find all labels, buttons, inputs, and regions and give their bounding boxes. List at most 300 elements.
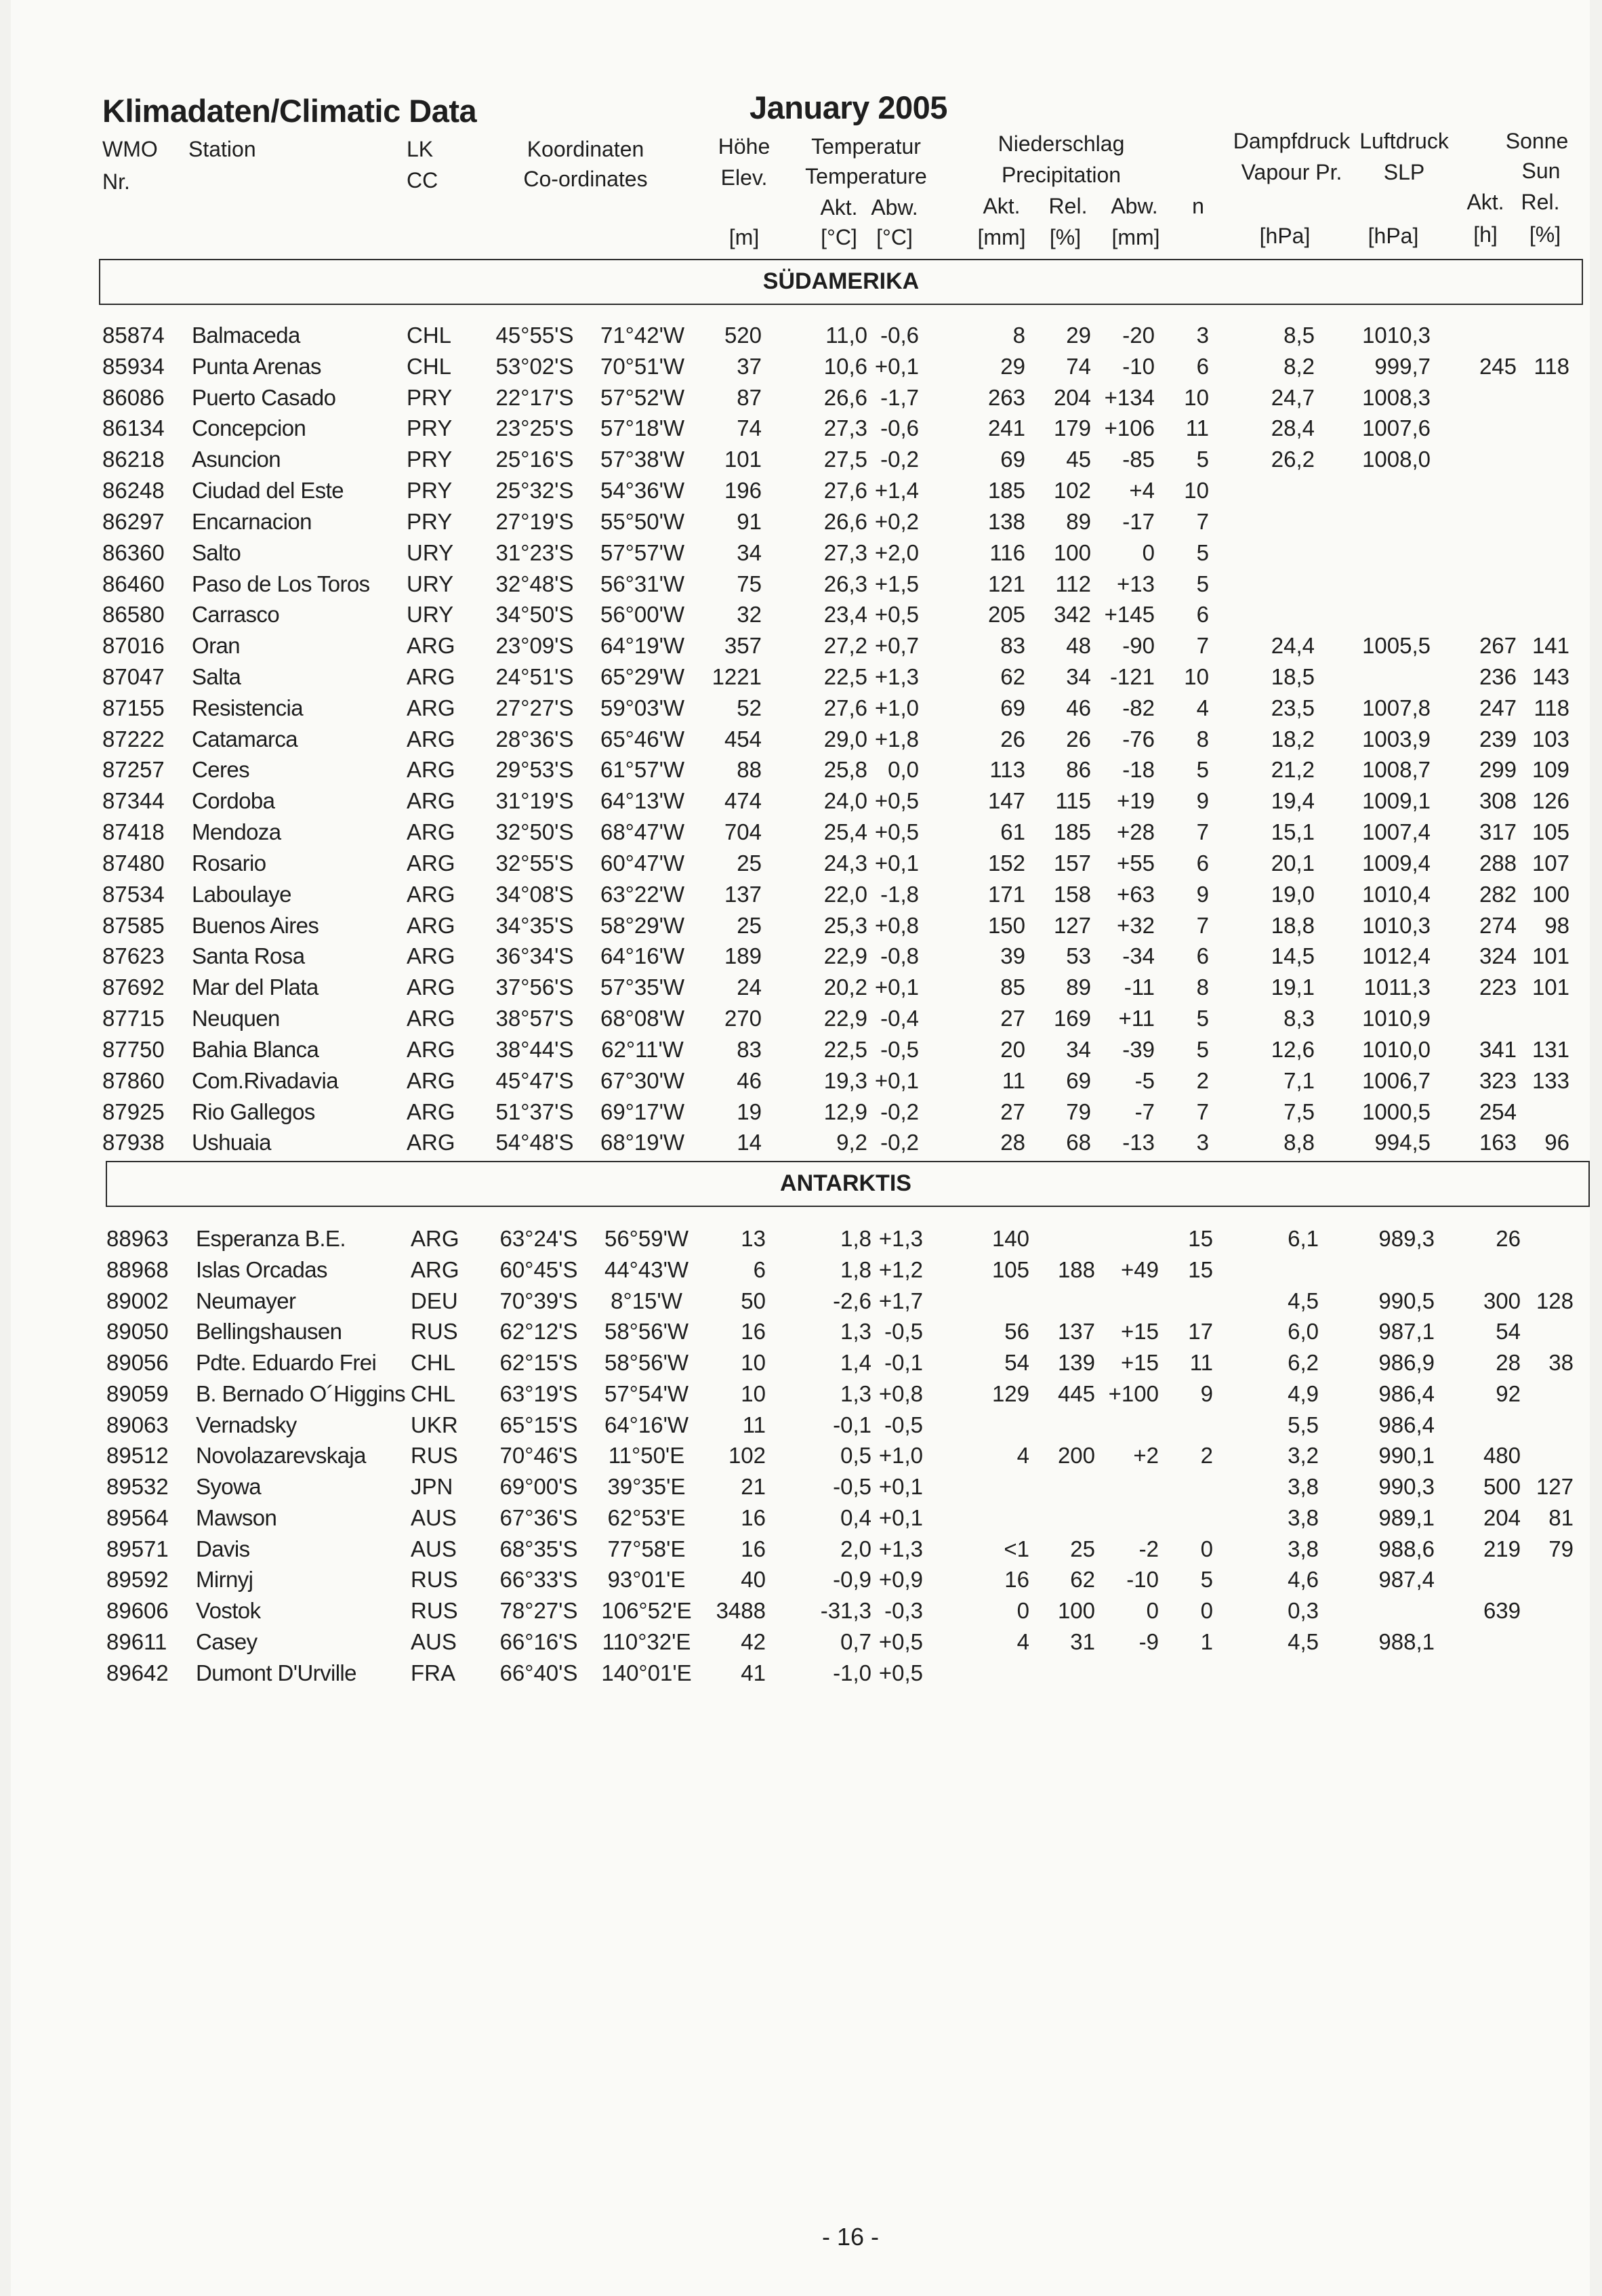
header-sonne: Sonne	[1505, 129, 1569, 153]
cell-precip-actual: 61	[1000, 819, 1025, 845]
cell-precip-days: 0	[1200, 1598, 1213, 1623]
cell-sea-level-pressure: 990,5	[1378, 1288, 1435, 1313]
page-number: - 16 -	[821, 2223, 880, 2251]
cell-precip-deviation: -85	[1122, 447, 1155, 472]
cell-precip-actual: 152	[987, 850, 1025, 876]
cell-latitude: 25°16'S	[495, 447, 574, 472]
cell-elevation: 40	[741, 1567, 766, 1593]
cell-longitude: 70°51'W	[600, 353, 685, 379]
cell-elevation: 474	[724, 788, 762, 814]
cell-latitude: 51°37'S	[495, 1099, 574, 1124]
cell-country-code: ARG	[407, 912, 455, 938]
cell-elevation: 21	[741, 1474, 766, 1499]
cell-precip-deviation: +145	[1104, 602, 1155, 628]
cell-temp-actual: 2,0	[840, 1536, 871, 1561]
cell-temp-actual: 1,3	[840, 1319, 871, 1345]
cell-temp-deviation: -0,1	[884, 1350, 923, 1375]
cell-station-name: Laboulaye	[192, 881, 291, 907]
cell-longitude: 56°00'W	[600, 602, 685, 628]
cell-wmo-nr: 87585	[102, 912, 165, 938]
cell-sun-relative: 101	[1532, 975, 1569, 1000]
cell-latitude: 63°19'S	[499, 1380, 578, 1406]
header-temp-abw: Abw.	[871, 195, 918, 220]
cell-sun-actual: 324	[1479, 943, 1517, 969]
cell-precip-deviation: -18	[1122, 757, 1155, 783]
cell-temp-actual: 22,0	[823, 881, 867, 907]
cell-temp-deviation: +1,0	[874, 695, 919, 720]
cell-precip-days: 7	[1196, 1099, 1209, 1124]
cell-sun-actual: 254	[1479, 1099, 1517, 1124]
cell-precip-deviation: -20	[1122, 323, 1155, 348]
cell-latitude: 32°50'S	[495, 819, 574, 845]
cell-country-code: PRY	[407, 478, 453, 504]
table-row	[11, 724, 1590, 755]
cell-precip-actual: 140	[991, 1226, 1029, 1251]
table-row	[15, 1564, 1594, 1595]
cell-latitude: 25°32'S	[495, 478, 574, 504]
cell-vapour-pressure: 8,3	[1283, 1006, 1315, 1031]
cell-temp-actual: 27,6	[823, 478, 867, 504]
cell-wmo-nr: 89606	[106, 1598, 169, 1623]
cell-sea-level-pressure: 1007,4	[1362, 819, 1431, 845]
cell-wmo-nr: 88963	[106, 1226, 169, 1251]
cell-precip-relative: 100	[1053, 539, 1091, 565]
cell-precip-actual: 54	[1004, 1350, 1029, 1375]
cell-elevation: 34	[737, 539, 762, 565]
cell-temp-deviation: -0,2	[880, 1130, 919, 1155]
table-row	[11, 537, 1590, 569]
cell-longitude: 57°52'W	[600, 384, 685, 410]
cell-precip-deviation: -10	[1126, 1567, 1159, 1593]
cell-elevation: 91	[737, 508, 762, 534]
table-row	[15, 1286, 1594, 1317]
cell-elevation: 37	[737, 353, 762, 379]
cell-sea-level-pressure: 989,3	[1378, 1226, 1435, 1251]
cell-station-name: Esperanza B.E.	[196, 1226, 346, 1251]
cell-precip-deviation: +2	[1133, 1443, 1159, 1469]
cell-station-name: Carrasco	[192, 602, 280, 628]
cell-country-code: RUS	[411, 1598, 458, 1623]
cell-sun-relative: 81	[1548, 1504, 1574, 1530]
table-row	[11, 693, 1590, 724]
cell-sea-level-pressure: 987,4	[1378, 1567, 1435, 1593]
cell-sun-actual: 28	[1496, 1350, 1521, 1375]
cell-sun-actual: 247	[1479, 695, 1517, 720]
cell-precip-actual: 4	[1016, 1443, 1029, 1469]
cell-vapour-pressure: 12,6	[1271, 1036, 1315, 1062]
cell-elevation: 357	[724, 633, 762, 659]
cell-temp-actual: 22,9	[823, 943, 867, 969]
cell-wmo-nr: 89056	[106, 1350, 169, 1375]
cell-station-name: Pdte. Eduardo Frei	[196, 1350, 377, 1375]
header-temperature: Temperature	[805, 164, 927, 188]
cell-vapour-pressure: 20,1	[1271, 850, 1315, 876]
cell-temp-actual: 27,5	[823, 447, 867, 472]
cell-country-code: ARG	[407, 850, 455, 876]
cell-sea-level-pressure: 1007,6	[1362, 415, 1431, 441]
table-row	[15, 1378, 1594, 1410]
cell-sun-actual: 163	[1479, 1130, 1517, 1155]
cell-precip-deviation: -10	[1122, 353, 1155, 379]
cell-country-code: ARG	[407, 943, 455, 969]
cell-wmo-nr: 87750	[102, 1036, 165, 1062]
cell-vapour-pressure: 7,5	[1283, 1099, 1315, 1124]
cell-vapour-pressure: 4,5	[1288, 1628, 1319, 1654]
cell-sun-relative: 128	[1536, 1288, 1574, 1313]
cell-temp-deviation: +1,4	[874, 478, 919, 504]
cell-elevation: 32	[737, 602, 762, 628]
cell-vapour-pressure: 18,2	[1271, 726, 1315, 752]
cell-latitude: 65°15'S	[499, 1412, 578, 1437]
cell-longitude: 63°22'W	[600, 881, 685, 907]
table-row	[11, 351, 1590, 382]
cell-country-code: URY	[407, 602, 454, 628]
cell-sun-actual: 92	[1496, 1380, 1521, 1406]
cell-precip-relative: 137	[1057, 1319, 1095, 1345]
cell-temp-actual: 26,6	[823, 508, 867, 534]
cell-precip-days: 17	[1188, 1319, 1213, 1345]
cell-longitude: 58°56'W	[604, 1350, 689, 1375]
cell-temp-actual: 22,9	[823, 1006, 867, 1031]
cell-station-name: Neumayer	[196, 1288, 296, 1313]
cell-temp-actual: -0,1	[833, 1412, 871, 1437]
header-coordinates: Co-ordinates	[523, 167, 648, 191]
cell-temp-deviation: 0,0	[888, 757, 919, 783]
cell-elevation: 11	[742, 1412, 766, 1437]
table-row	[15, 1410, 1594, 1441]
cell-longitude: 93°01'E	[607, 1567, 686, 1593]
cell-precip-relative: 169	[1053, 1006, 1091, 1031]
cell-wmo-nr: 87222	[102, 726, 165, 752]
cell-longitude: 64°19'W	[600, 633, 685, 659]
cell-sun-actual: 236	[1479, 664, 1517, 690]
cell-wmo-nr: 87938	[102, 1130, 165, 1155]
table-row	[11, 1003, 1590, 1034]
cell-latitude: 31°23'S	[495, 539, 574, 565]
table-row	[11, 1127, 1590, 1158]
cell-temp-deviation: +0,9	[878, 1567, 923, 1593]
cell-elevation: 87	[737, 384, 762, 410]
cell-longitude: 64°13'W	[600, 788, 685, 814]
cell-precip-days: 4	[1196, 695, 1209, 720]
cell-precip-actual: 56	[1004, 1319, 1029, 1345]
section-title-suedamerika: SÜDAMERIKA	[762, 268, 920, 294]
cell-station-name: Encarnacion	[192, 508, 312, 534]
cell-sea-level-pressure: 1011,3	[1363, 975, 1431, 1000]
cell-sea-level-pressure: 1010,4	[1362, 881, 1431, 907]
cell-longitude: 61°57'W	[600, 757, 685, 783]
cell-temp-actual: 11,0	[825, 323, 867, 348]
cell-wmo-nr: 86218	[102, 447, 165, 472]
cell-precip-days: 10	[1184, 384, 1209, 410]
cell-temp-deviation: -0,3	[884, 1598, 923, 1623]
header-cc: CC	[407, 168, 438, 192]
cell-wmo-nr: 87925	[102, 1099, 165, 1124]
cell-precip-relative: 53	[1066, 943, 1091, 969]
header-vapour-unit: [hPa]	[1259, 224, 1311, 248]
cell-precip-days: 9	[1200, 1380, 1213, 1406]
cell-station-name: Rosario	[192, 850, 266, 876]
cell-sun-relative: 109	[1532, 757, 1569, 783]
cell-wmo-nr: 89571	[106, 1536, 169, 1561]
header-sun-akt-unit: [h]	[1473, 222, 1498, 247]
cell-wmo-nr: 89059	[106, 1380, 169, 1406]
cell-precip-relative: 45	[1066, 447, 1091, 472]
cell-latitude: 22°17'S	[495, 384, 574, 410]
cell-temp-actual: -1,0	[833, 1660, 871, 1685]
cell-longitude: 68°47'W	[600, 819, 685, 845]
cell-precip-deviation: -9	[1138, 1628, 1159, 1654]
cell-latitude: 70°46'S	[499, 1443, 578, 1469]
header-precip-rel: Rel.	[1048, 194, 1088, 218]
cell-precip-days: 3	[1196, 323, 1209, 348]
table-row	[11, 1034, 1590, 1065]
table-row	[11, 599, 1590, 630]
cell-wmo-nr: 89642	[106, 1660, 169, 1685]
cell-sun-relative: 127	[1536, 1474, 1574, 1499]
cell-latitude: 27°19'S	[495, 508, 574, 534]
cell-temp-deviation: -1,7	[880, 384, 919, 410]
header-temp-akt: Akt.	[820, 195, 858, 220]
cell-sun-relative: 96	[1544, 1130, 1569, 1155]
cell-wmo-nr: 86248	[102, 478, 165, 504]
cell-precip-actual: 185	[987, 478, 1025, 504]
cell-latitude: 29°53'S	[495, 757, 574, 783]
cell-precip-actual: 150	[987, 912, 1025, 938]
cell-station-name: Rio Gallegos	[192, 1099, 315, 1124]
cell-wmo-nr: 85874	[102, 323, 165, 348]
cell-wmo-nr: 85934	[102, 353, 165, 379]
cell-vapour-pressure: 3,8	[1288, 1474, 1319, 1499]
cell-temp-actual: -0,9	[833, 1567, 871, 1593]
table-row	[15, 1440, 1594, 1471]
cell-station-name: Puerto Casado	[192, 384, 336, 410]
cell-precip-days: 11	[1189, 1350, 1213, 1375]
cell-elevation: 704	[724, 819, 762, 845]
cell-wmo-nr: 86460	[102, 571, 165, 596]
cell-temp-actual: 25,8	[823, 757, 867, 783]
cell-temp-actual: 1,3	[840, 1380, 871, 1406]
cell-elevation: 137	[724, 881, 762, 907]
cell-temp-deviation: -0,6	[880, 323, 919, 348]
table-row	[11, 785, 1590, 817]
cell-temp-actual: 22,5	[823, 664, 867, 690]
cell-precip-deviation: +134	[1104, 384, 1155, 410]
header-n: n	[1192, 194, 1204, 218]
cell-temp-deviation: +1,8	[874, 726, 919, 752]
cell-country-code: ARG	[407, 695, 455, 720]
cell-vapour-pressure: 6,2	[1288, 1350, 1319, 1375]
cell-elevation: 13	[741, 1226, 766, 1251]
cell-longitude: 140°01'E	[601, 1660, 692, 1685]
cell-precip-days: 5	[1196, 447, 1209, 472]
cell-temp-deviation: +1,3	[874, 664, 919, 690]
cell-temp-deviation: +0,8	[874, 912, 919, 938]
cell-elevation: 189	[724, 943, 762, 969]
cell-precip-days: 9	[1196, 788, 1209, 814]
cell-elevation: 16	[741, 1536, 766, 1561]
cell-longitude: 57°54'W	[604, 1380, 689, 1406]
cell-sea-level-pressure: 1006,7	[1362, 1067, 1431, 1093]
cell-temp-deviation: +0,1	[874, 1067, 919, 1093]
cell-sun-relative: 100	[1532, 881, 1569, 907]
cell-precip-days: 0	[1200, 1536, 1213, 1561]
cell-temp-deviation: +1,5	[874, 571, 919, 596]
header-precip-abw: Abw.	[1111, 194, 1158, 218]
cell-sun-actual: 639	[1483, 1598, 1521, 1623]
cell-sun-actual: 245	[1479, 353, 1517, 379]
cell-country-code: PRY	[407, 384, 453, 410]
table-row	[11, 320, 1590, 351]
cell-temp-actual: 0,7	[840, 1628, 871, 1654]
cell-precip-actual: 113	[989, 757, 1025, 783]
header-slp-unit: [hPa]	[1368, 224, 1419, 248]
cell-country-code: ARG	[407, 975, 455, 1000]
table-row	[11, 475, 1590, 506]
header-hoehe: Höhe	[718, 134, 771, 159]
cell-precip-deviation: +63	[1117, 881, 1155, 907]
header-wmo: WMO	[102, 137, 158, 161]
cell-elevation: 270	[724, 1006, 762, 1031]
cell-sea-level-pressure: 1010,9	[1362, 1006, 1431, 1031]
cell-precip-relative: 185	[1053, 819, 1091, 845]
cell-temp-deviation: +0,5	[874, 788, 919, 814]
cell-country-code: DEU	[411, 1288, 458, 1313]
cell-precip-actual: 8	[1012, 323, 1025, 348]
cell-wmo-nr: 87623	[102, 943, 165, 969]
cell-precip-deviation: -13	[1122, 1130, 1155, 1155]
cell-sea-level-pressure: 1000,5	[1362, 1099, 1431, 1124]
cell-sun-actual: 299	[1479, 757, 1517, 783]
table-row	[11, 382, 1590, 413]
cell-longitude: 58°29'W	[600, 912, 685, 938]
cell-precip-relative: 79	[1066, 1099, 1091, 1124]
cell-sun-actual: 282	[1479, 881, 1517, 907]
cell-temp-deviation: +0,5	[874, 819, 919, 845]
cell-precip-days: 5	[1196, 1036, 1209, 1062]
cell-precip-deviation: +106	[1104, 415, 1155, 441]
cell-elevation: 25	[737, 912, 762, 938]
header-temp-akt-unit: [°C]	[821, 225, 857, 249]
cell-sea-level-pressure: 1003,9	[1362, 726, 1431, 752]
cell-precip-days: 2	[1196, 1067, 1209, 1093]
cell-temp-deviation: -0,8	[880, 943, 919, 969]
cell-precip-deviation: -121	[1109, 664, 1155, 690]
table-row	[11, 630, 1590, 661]
cell-temp-deviation: +0,8	[878, 1380, 923, 1406]
cell-precip-actual: 83	[1000, 633, 1025, 659]
cell-sun-relative: 105	[1532, 819, 1569, 845]
cell-vapour-pressure: 24,4	[1271, 633, 1315, 659]
cell-longitude: 110°32'E	[602, 1628, 691, 1654]
cell-temp-deviation: +2,0	[874, 539, 919, 565]
cell-elevation: 16	[741, 1319, 766, 1345]
cell-station-name: Resistencia	[192, 695, 303, 720]
cell-sun-relative: 133	[1532, 1067, 1569, 1093]
cell-precip-actual: 62	[1000, 664, 1025, 690]
cell-elevation: 50	[741, 1288, 766, 1313]
cell-vapour-pressure: 5,5	[1288, 1412, 1319, 1437]
cell-temp-actual: 22,5	[823, 1036, 867, 1062]
cell-country-code: RUS	[411, 1567, 458, 1593]
cell-latitude: 32°48'S	[495, 571, 574, 596]
cell-longitude: 65°29'W	[600, 664, 685, 690]
cell-latitude: 27°27'S	[495, 695, 574, 720]
cell-country-code: ARG	[407, 1036, 455, 1062]
cell-country-code: AUS	[411, 1504, 457, 1530]
cell-elevation: 520	[724, 323, 762, 348]
header-vapour: Vapour Pr.	[1241, 160, 1342, 184]
table-row	[15, 1347, 1594, 1378]
cell-precip-deviation: -7	[1134, 1099, 1155, 1124]
cell-precip-relative: 89	[1066, 508, 1091, 534]
cell-sun-relative: 118	[1534, 353, 1569, 379]
header-precipitation: Precipitation	[1001, 163, 1122, 187]
cell-station-name: Dumont D'Urville	[196, 1660, 356, 1685]
cell-vapour-pressure: 19,1	[1271, 975, 1315, 1000]
cell-latitude: 67°36'S	[499, 1504, 578, 1530]
cell-longitude: 56°59'W	[604, 1226, 689, 1251]
cell-country-code: PRY	[407, 415, 453, 441]
header-station: Station	[188, 137, 256, 161]
cell-station-name: Concepcion	[192, 415, 306, 441]
cell-temp-actual: 29,0	[823, 726, 867, 752]
cell-precip-actual: 241	[987, 415, 1025, 441]
table-row	[11, 817, 1590, 848]
cell-vapour-pressure: 7,1	[1283, 1067, 1315, 1093]
cell-precip-days: 7	[1196, 508, 1209, 534]
cell-elevation: 88	[737, 757, 762, 783]
cell-precip-deviation: -90	[1122, 633, 1155, 659]
cell-precip-actual: 138	[987, 508, 1025, 534]
cell-station-name: Mendoza	[192, 819, 281, 845]
cell-vapour-pressure: 18,8	[1271, 912, 1315, 938]
cell-latitude: 36°34'S	[495, 943, 574, 969]
cell-sun-relative: 141	[1532, 633, 1569, 659]
cell-station-name: Balmaceda	[192, 323, 300, 348]
cell-sun-actual: 300	[1483, 1288, 1521, 1313]
cell-latitude: 66°33'S	[499, 1567, 578, 1593]
cell-temp-actual: 23,4	[823, 602, 867, 628]
cell-temp-actual: 0,5	[840, 1443, 871, 1469]
cell-temp-actual: 26,3	[823, 571, 867, 596]
cell-sun-actual: 219	[1483, 1536, 1521, 1561]
cell-longitude: 77°58'E	[607, 1536, 686, 1561]
cell-country-code: PRY	[407, 508, 453, 534]
cell-precip-relative: 25	[1070, 1536, 1095, 1561]
header-niederschlag: Niederschlag	[998, 131, 1125, 156]
cell-temp-actual: -2,6	[833, 1288, 871, 1313]
cell-longitude: 69°17'W	[600, 1099, 685, 1124]
cell-wmo-nr: 89564	[106, 1504, 169, 1530]
cell-sea-level-pressure: 994,5	[1374, 1130, 1431, 1155]
cell-precip-actual: 69	[1000, 447, 1025, 472]
cell-station-name: Casey	[196, 1628, 258, 1654]
header-nr: Nr.	[102, 169, 130, 194]
cell-elevation: 25	[737, 850, 762, 876]
cell-longitude: 57°57'W	[600, 539, 685, 565]
table-row	[11, 941, 1590, 972]
cell-sun-relative: 79	[1548, 1536, 1574, 1561]
cell-elevation: 46	[737, 1067, 762, 1093]
cell-precip-deviation: +4	[1129, 478, 1155, 504]
header-sun-rel: Rel.	[1521, 190, 1560, 214]
header-precip-rel-unit: [%]	[1049, 225, 1082, 249]
header-sun-akt: Akt.	[1466, 190, 1504, 214]
cell-country-code: RUS	[411, 1319, 458, 1345]
table-row	[15, 1626, 1594, 1658]
cell-temp-deviation: +1,3	[878, 1226, 923, 1251]
